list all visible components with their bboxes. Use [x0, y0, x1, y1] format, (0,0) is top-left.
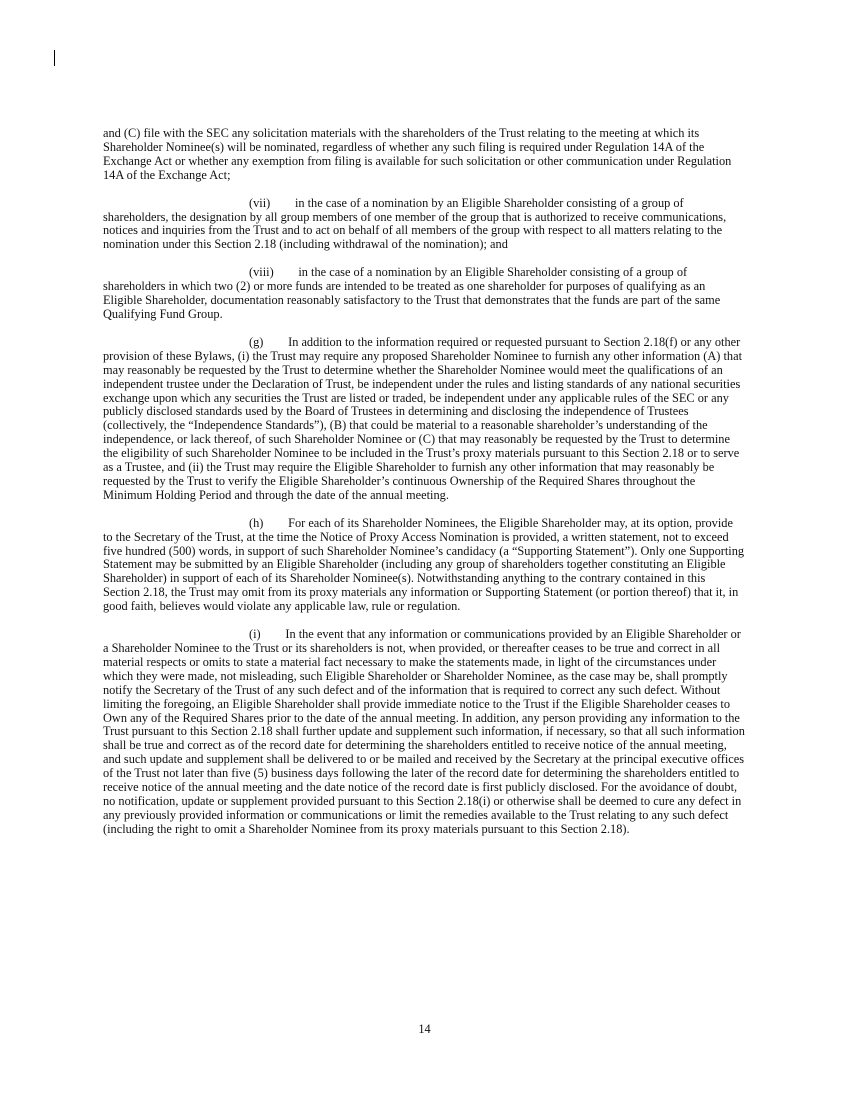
revision-change-bar [54, 50, 55, 66]
body-text [103, 127, 745, 851]
paragraph-vii: (vii) in the case of a nomination by an Eligible Shareholder consisting of a group of shareholders, the designation by all group members of one member of the group that is authorized to receive communications, notices and inquiries from the Trust and to act on behalf of all members of the group with respect to all matters relating to the nomination under this Section 2.18 (including withdrawal of the nomination); and [103, 195, 727, 252]
paragraph-i: (i) In the event that any information or communications provided by an Eligible Shareholder or a Shareholder Nominee to the Trust or its shareholders is not, when provided, or thereafter ceases to be true and correct in all material respects or omits to state a material fact necessary to make the statements made, in light of the circumstances under which they were made, not misleading, such Eligible Shareholder or Shareholder Nominee, as the case may be, shall promptly notify the Secretary of the Trust of any such defect and of the information that is required to correct any such defect. Without limiting the foregoing, an Eligible Shareholder shall provide immediate notice to the Trust if the Eligible Shareholder ceases to Own any of the Required Shares prior to the date of the annual meeting. In addition, any person providing any information to the Trust pursuant to this Section 2.18 shall further update and supplement such information, if necessary, so that all such information shall be true and correct as of the record date for determining the shareholders entitled to receive notice of the annual meeting, and such update and supplement shall be delivered to or be mailed and received by the Secretary at the principal executive offices of the Trust not later than five (5) business days following the later of the record date for determining the shareholders entitled to receive notice of the annual meeting and the date notice of the record date is first publicly disclosed. For the avoidance of doubt, no notification, update or supplement provided pursuant to this Section 2.18(i) or otherwise shall be deemed to cure any defect in any previously provided information or communications or limit the remedies available to the Trust relating to any such defect (including the right to omit a Shareholder Nominee from its proxy materials pursuant to this Section 2.18). [103, 627, 745, 836]
paragraph-viii: (viii) in the case of a nomination by an Eligible Shareholder consisting of a group of shareholders in which two (2) or more funds are intended to be treated as one shareholder for purposes of qualifying as an Eligible Shareholder, documentation reasonably satisfactory to the Trust that demonstrates that the funds are part of the same Qualifying Fund Group. [103, 265, 721, 321]
paragraph-g: (g) In addition to the information required or requested pursuant to Section 2.18(f) or any other provision of these Bylaws, (i) the Trust may require any proposed Shareholder Nominee to furnish any other information (A) that may reasonably be requested by the Trust to determine whether the Shareholder Nominee would meet the qualifications of an independent trustee under the Declaration of Trust, be independent under the rules and listing standards of any national securities exchange upon which any securities the Trust are listed or traded, be independent under any applicable rules of the SEC or any publicly disclosed standards used by the Board of Trustees in determining and disclosing the independence of Trustees (collectively, the “Independence Standards”), (B) that could be material to a reasonable shareholder’s understanding of the independence, or lack thereof, of such Shareholder Nominee or (C) that may reasonably be requested by the Trust to determine the eligibility of such Shareholder Nominee to be included in the Trust’s proxy materials pursuant to this Section 2.18 or to serve as a Trustee, and (ii) the Trust may require the Eligible Shareholder to furnish any other information that may reasonably be requested by the Trust to verify the Eligible Shareholder’s continuous Ownership of the Required Shares throughout the Minimum Holding Period and through the date of the annual meeting. [103, 334, 742, 502]
paragraph-continuation: and (C) file with the SEC any solicitation materials with the shareholders of the Trust relating to the meeting at which its Shareholder Nominee(s) will be nominated, regardless of whether any such filing is required under Regulation 14A of the Exchange Act or whether any exemption from filing is available for such solicitation or other communication under Regulation 14A of the Exchange Act; [103, 126, 732, 182]
page-number: 14 [418, 1022, 431, 1036]
paragraph-h: (h) For each of its Shareholder Nominees, the Eligible Shareholder may, at its option, provide to the Secretary of the Trust, at the time the Notice of Proxy Access Nomination is provided, a written statement, not to exceed five hundred (500) words, in support of such Shareholder Nominee’s candidacy (a “Supporting Statement”). Only one Supporting Statement may be submitted by an Eligible Shareholder (including any group of shareholders together constituting an Eligible Shareholder) in support of each of its Shareholder Nominee(s). Notwithstanding anything to the contrary contained in this Section 2.18, the Trust may omit from its proxy materials any information or Supporting Statement (or portion thereof) that it, in good faith, believes would violate any applicable law, rule or regulation. [103, 515, 745, 614]
